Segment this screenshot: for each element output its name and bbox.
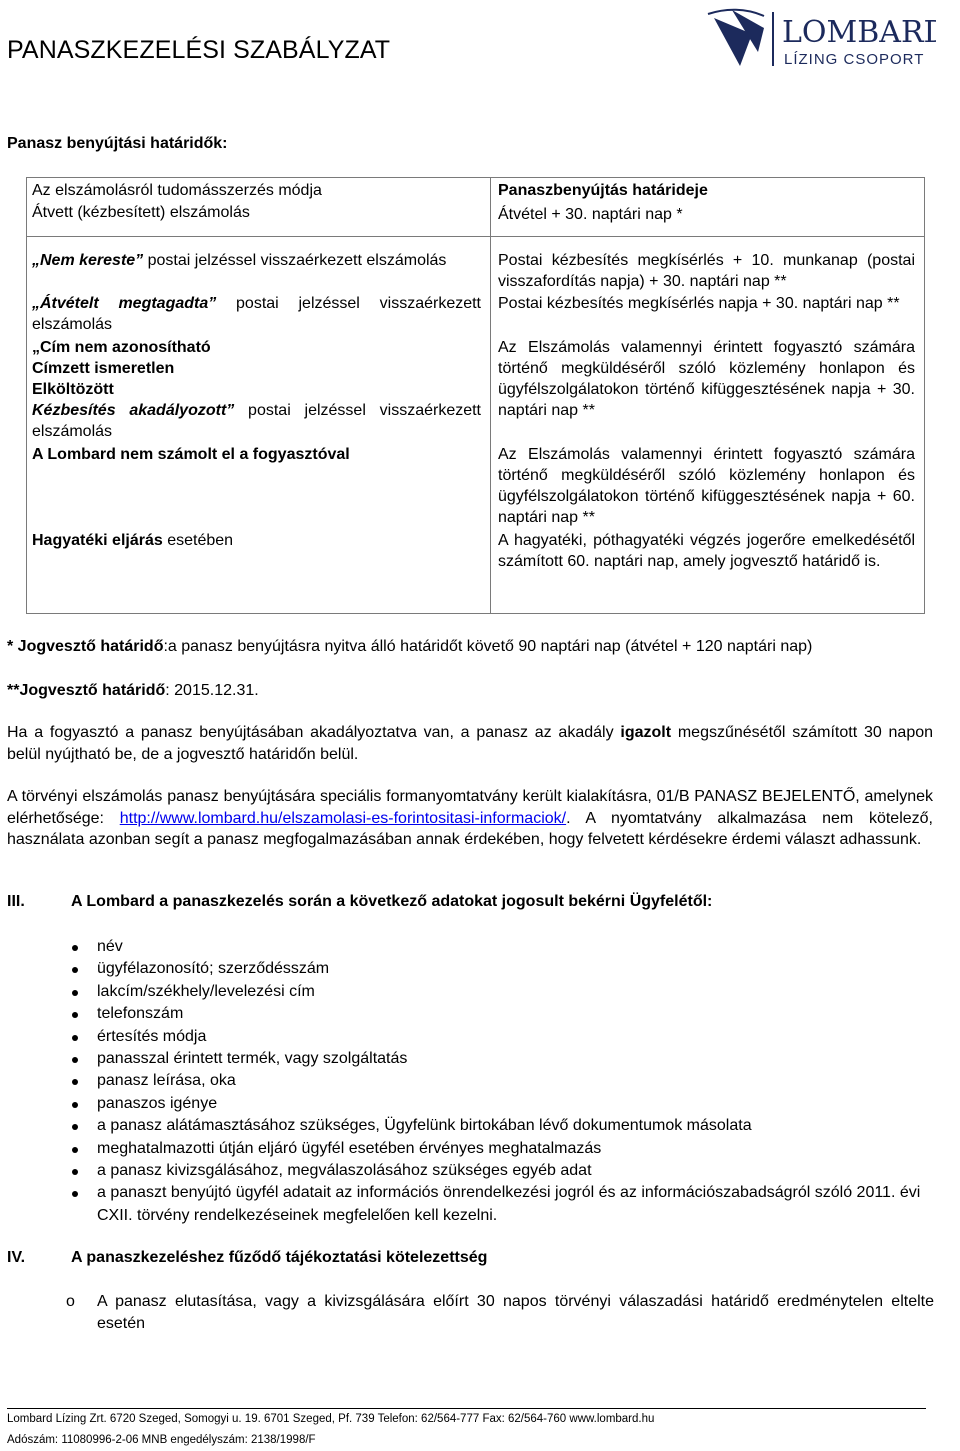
status-nem-kereste: „Nem kereste”	[32, 252, 144, 269]
table-row-5-left	[32, 530, 481, 551]
deadlines-heading: Panasz benyújtási határidők:	[7, 135, 228, 152]
table-row-1-left	[32, 250, 481, 271]
list-item-text: panasszal érintett termék, vagy szolgáltatás	[97, 1050, 408, 1068]
list-item-text: a panasz alátámasztásához szükséges, Ügyfelünk birtokában lévő dokumentumok másolata	[97, 1117, 752, 1135]
table-row-2-left	[32, 293, 481, 335]
footer-divider	[7, 1408, 926, 1409]
footnote-2	[7, 680, 933, 702]
para2-text-a: A törvényi elszámolás panasz benyújtására speciális formanyomtatvány került kialakításra, 01/B PANASZ BEJELENTŐ, amelynek elérhetősége:	[7, 788, 933, 827]
section-4-title: A panaszkezeléshez fűződő tájékoztatási kötelezettség	[71, 1249, 488, 1266]
section-4-number: IV.	[7, 1249, 26, 1266]
table-row-3-right: Az Elszámolás valamennyi érintett fogyasztó számára történő megküldéséről szóló közlemény honlapon és ügyfélszolgálatokon történő kifüggesztésének napja + 30. naptári nap **	[498, 339, 915, 419]
bullet-icon	[72, 990, 78, 996]
list-item-text: a panasz kivizsgálásához, megválaszolásához szükséges egyéb adat	[97, 1162, 592, 1180]
para1-text-a: Ha a fogyasztó a panasz benyújtásában akadályoztatva van, a panasz az akadály	[7, 724, 614, 741]
bullet-icon	[72, 1035, 78, 1041]
bullet-icon	[72, 1102, 78, 1108]
status-cimzett-ismeretlen: Címzett ismeretlen	[32, 360, 175, 377]
bullet-icon	[72, 1169, 78, 1175]
table-sub-right: Átvétel + 30. naptári nap *	[498, 206, 683, 223]
required-data-list	[66, 936, 936, 1227]
table-column-divider	[490, 178, 491, 613]
form-link[interactable]: http://www.lombard.hu/elszamolasi-es-forintositasi-informaciok/	[119, 809, 567, 827]
deadlines-table	[26, 177, 925, 614]
table-row-4-left: A Lombard nem számolt el a fogyasztóval	[32, 446, 350, 463]
list-item-text: meghatalmazotti útján eljáró ügyfél esetében érvényes meghatalmazás	[97, 1139, 602, 1157]
row-2-left-desc: postai jelzéssel visszaérkezett elszámolás	[32, 295, 481, 333]
section-3-number: III.	[7, 893, 25, 910]
list-item	[66, 1182, 936, 1227]
list-item	[66, 1026, 936, 1048]
list-item	[66, 1115, 936, 1137]
table-row-5-right: A hagyatéki, póthagyatéki végzés jogerőre emelkedésétől számított 60. naptári nap, amely jogvesztő határidő is.	[498, 532, 915, 570]
list-item	[66, 958, 936, 980]
table-header-left: Az elszámolásról tudomásszerzés módja	[32, 182, 322, 199]
bullet-icon	[72, 1124, 78, 1130]
list-item	[66, 1003, 936, 1025]
list-item	[66, 1070, 936, 1092]
logo-subtitle: LÍZING CSOPORT	[784, 51, 925, 68]
status-kezbesites-akadalyozott: Kézbesítés akadályozott”	[32, 402, 235, 419]
list-item-text: értesítés módja	[97, 1027, 207, 1045]
table-row-3-left	[32, 337, 481, 442]
section-4-item-text: A panasz elutasítása, vagy a kivizsgálására előírt 30 napos törvényi válaszadási határidő eredménytelen eltelte esetén	[97, 1293, 934, 1332]
list-item-text: lakcím/székhely/levelezési cím	[97, 982, 315, 1000]
bullet-icon	[72, 1191, 78, 1197]
page-title: PANASZKEZELÉSI SZABÁLYZAT	[7, 36, 391, 64]
para2-text-b: . A nyomtatvány alkalmazása nem kötelező, használata azonban segít a panasz megfogalmazásában annak érdekében, hogy felvetett kérdésekre érdemi választ adhassunk.	[7, 809, 933, 848]
table-row-1-right: Postai kézbesítés megkísérlés + 10. munkanap (postai visszafordítás napja) + 30. naptári nap **	[498, 252, 915, 290]
table-sub-left: Átvett (kézbesített) elszámolás	[32, 204, 250, 221]
footnote-1-label: * Jogvesztő határidő	[7, 638, 164, 655]
table-row-divider	[27, 236, 924, 237]
circle-bullet-icon: o	[66, 1293, 75, 1310]
section-3-title: A Lombard a panaszkezelés során a következő adatokat jogosult bekérni Ügyfelétől:	[71, 893, 713, 910]
table-header-right: Panaszbenyújtás határideje	[498, 182, 708, 199]
paragraph-form	[7, 786, 933, 851]
bullet-icon	[72, 945, 78, 951]
footnote-2-label: **Jogvesztő határidő	[7, 682, 166, 699]
list-item-text: ügyfélazonosító; szerződésszám	[97, 960, 330, 978]
row-3-left-desc: postai jelzéssel visszaérkezett elszámolás	[32, 402, 481, 440]
table-row-2-right: Postai kézbesítés megkísérlés napja + 30. naptári nap **	[498, 295, 900, 312]
table-row-4-right: Az Elszámolás valamennyi érintett fogyasztó számára történő megküldéséről szóló közlemény honlapon és ügyfélszolgálatokon történő kifüggesztésének napja + 60. naptári nap **	[498, 446, 915, 526]
bullet-icon	[72, 1147, 78, 1153]
list-item-text: telefonszám	[97, 1005, 184, 1023]
status-elkoltozott: Elköltözött	[32, 381, 114, 398]
logo-wordmark: LOMBARD	[782, 15, 936, 50]
bullet-icon	[72, 1057, 78, 1063]
footnote-2-text: : 2015.12.31.	[165, 682, 259, 699]
para1-text-b: megszűnésétől számított 30 napon belül nyújtható be, de a jogvesztő határidőn belül.	[7, 724, 934, 763]
bullet-icon	[72, 1012, 78, 1018]
bullet-icon	[72, 967, 78, 973]
lombard-logo	[706, 6, 936, 74]
list-item	[66, 1048, 936, 1070]
row-1-left-desc: postai jelzéssel visszaérkezett elszámolás	[147, 252, 447, 269]
list-item-text: név	[97, 938, 123, 955]
list-item-text: panaszos igénye	[97, 1094, 218, 1112]
paragraph-obstacle	[7, 722, 933, 765]
row-5-left-bold: Hagyatéki eljárás	[32, 532, 163, 549]
row-5-left-rest: esetében	[167, 532, 234, 549]
list-item-text: a panaszt benyújtó ügyfél adatait az információs önrendelkezési jogról és az információszabadságról szóló 2011. évi CXII. törvény rendelkezéseinek megfelelően kell kezelni.	[97, 1184, 921, 1224]
list-item	[66, 981, 936, 1003]
status-atvetelt-megtagadta: „Átvételt megtagadta”	[32, 295, 217, 312]
list-item	[66, 1138, 936, 1160]
footnote-1-text: :a panasz benyújtásra nyitva álló határidőt követő 90 naptári nap (átvétel + 120 naptári nap)	[163, 638, 813, 655]
footer-company-info: Lombard Lízing Zrt. 6720 Szeged, Somogyi u. 19. 6701 Szeged, Pf. 739 Telefon: 62/564-777 Fax: 62/564-760 www.lombard.hu	[7, 1413, 655, 1425]
footer-registration-info: Adószám: 11080996-2-06 MNB engedélyszám: 2138/1998/F	[7, 1434, 316, 1446]
lombard-logo-graphic	[706, 6, 936, 74]
list-item	[66, 1160, 936, 1182]
list-item	[66, 936, 936, 958]
footnote-1	[7, 636, 933, 658]
list-item-text: panasz leírása, oka	[97, 1072, 236, 1090]
section-4-item	[66, 1291, 934, 1335]
list-item	[66, 1093, 936, 1115]
para1-bold: igazolt	[620, 724, 672, 741]
status-cim-nem-azonosithato: „Cím nem azonosítható	[32, 339, 211, 356]
bullet-icon	[72, 1079, 78, 1085]
